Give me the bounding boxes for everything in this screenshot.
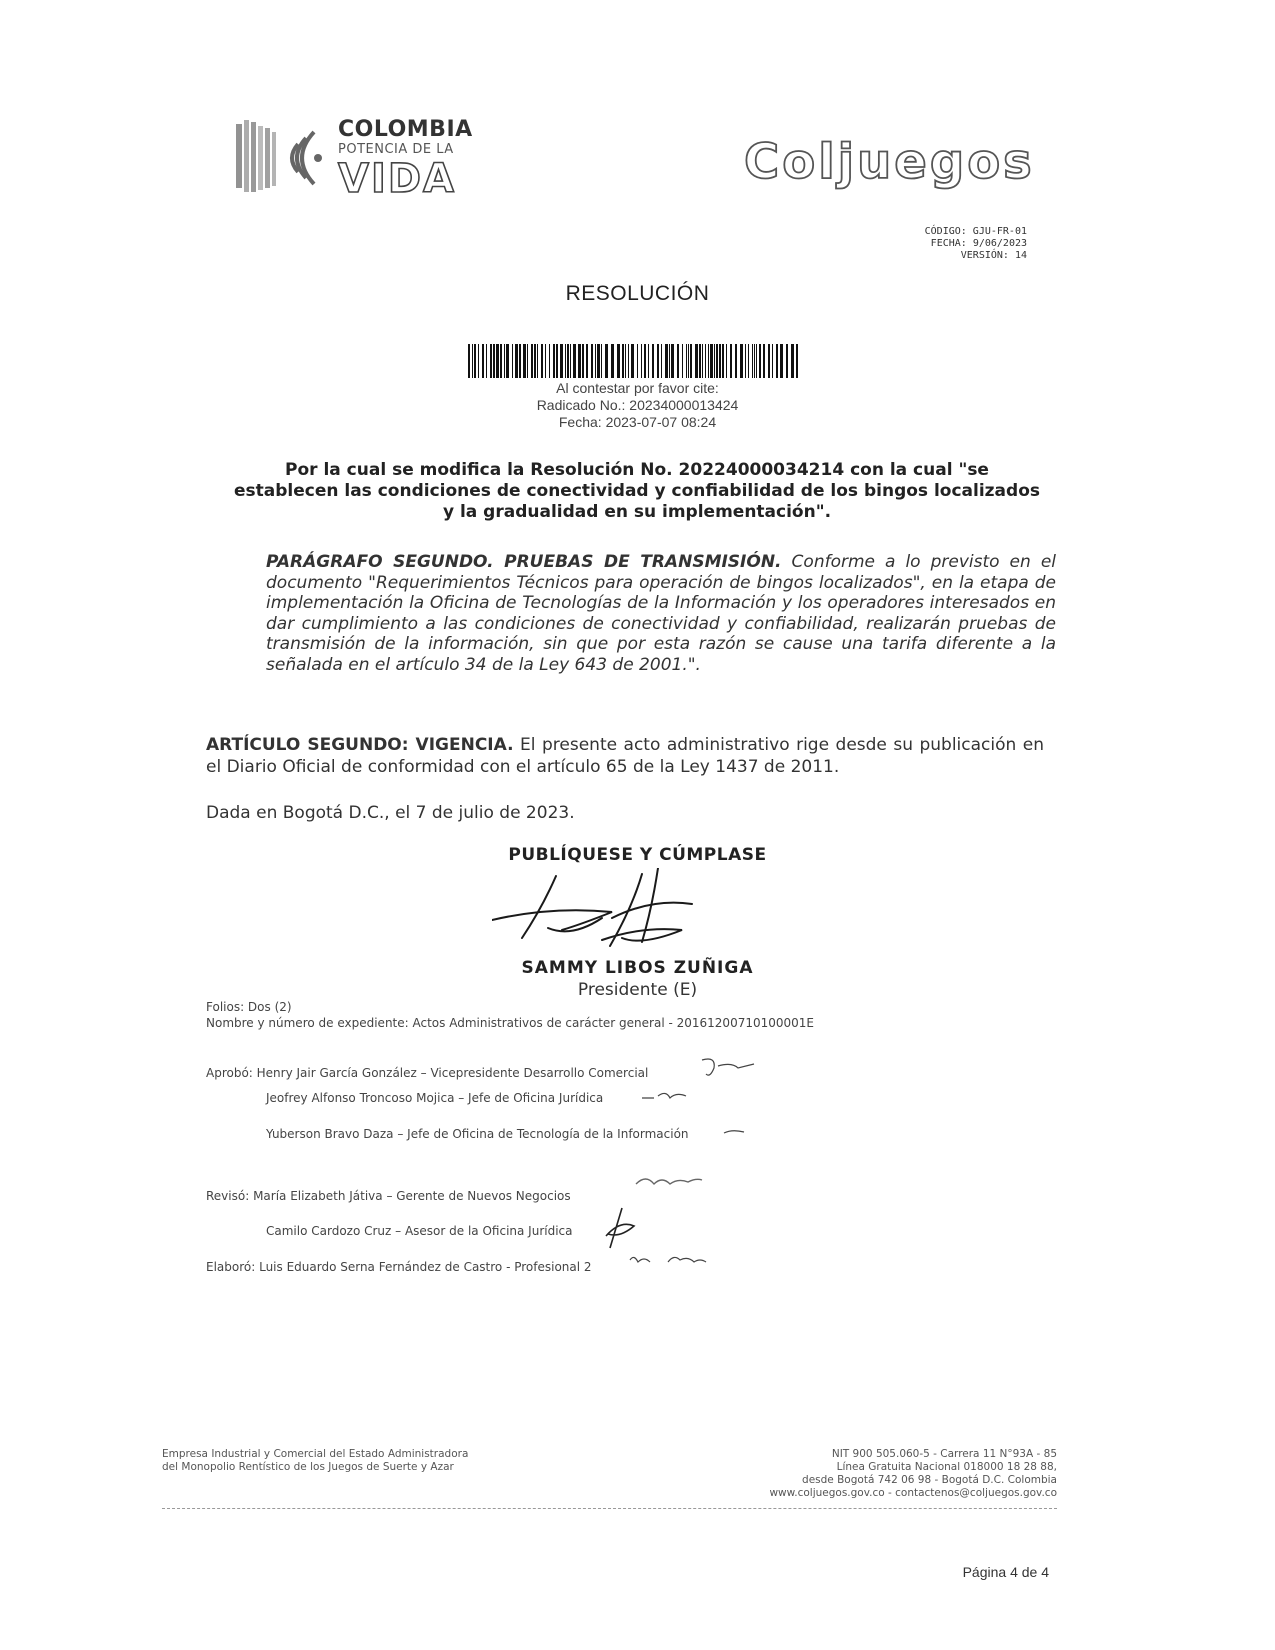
initials-scribble-6 bbox=[628, 1252, 708, 1268]
elaboro-line: Elaboró: Luis Eduardo Serna Fernández de Castro - Profesional 2 bbox=[206, 1260, 592, 1274]
footer-right-line-3: desde Bogotá 742 06 98 - Bogotá D.C. Colombia bbox=[802, 1474, 1057, 1486]
footer-right-line-2: Línea Gratuita Nacional 018000 18 28 88, bbox=[836, 1461, 1057, 1473]
document-title: RESOLUCIÓN bbox=[565, 282, 710, 305]
signer-name: SAMMY LIBOS ZUÑIGA bbox=[521, 958, 754, 978]
radicado-date: Fecha: 2023-07-07 08:24 bbox=[558, 414, 717, 430]
coljuegos-logo: Coljuegos bbox=[744, 134, 1035, 190]
initials-scribble-5 bbox=[602, 1206, 638, 1250]
logo-line-colombia: COLOMBIA bbox=[338, 117, 473, 142]
radicado-number: Radicado No.: 20234000013424 bbox=[536, 397, 739, 413]
page-number: Página 4 de 4 bbox=[962, 1564, 1049, 1580]
aprobo-line-2: Jeofrey Alfonso Troncoso Mojica – Jefe de Oficina Jurídica bbox=[266, 1091, 604, 1105]
initials-scribble-3 bbox=[722, 1123, 746, 1139]
colombia-emblem-icon bbox=[236, 118, 328, 198]
folios-text: Folios: Dos (2) bbox=[206, 1000, 292, 1014]
logo-line-vida: VIDA bbox=[338, 156, 456, 202]
initials-scribble-1 bbox=[698, 1054, 758, 1082]
dada-en-text: Dada en Bogotá D.C., el 7 de julio de 2023. bbox=[206, 803, 575, 823]
resolution-subject: Por la cual se modifica la Resolución No. 20224000034214 con la cual "se establecen las condiciones de conectividad y confiabilidad de los bingos localizados y la gradualidad en su implementación". bbox=[233, 460, 1040, 522]
publiquese-heading: PUBLÍQUESE Y CÚMPLASE bbox=[508, 845, 767, 865]
form-codes bbox=[925, 226, 1027, 262]
aprobo-line-1: Aprobó: Henry Jair García González – Vicepresidente Desarrollo Comercial bbox=[206, 1066, 649, 1080]
initials-scribble-4 bbox=[632, 1172, 706, 1192]
footer-right-line-1: NIT 900 505.060-5 - Carrera 11 N°93A - 85 bbox=[831, 1448, 1057, 1460]
footer-left-line-2: del Monopolio Rentístico de los Juegos de Suerte y Azar bbox=[162, 1461, 454, 1473]
logo-line-potencia: POTENCIA DE LA bbox=[338, 142, 454, 157]
version-text: VERSIÓN: 14 bbox=[960, 250, 1027, 261]
reviso-line-1: Revisó: María Elizabeth Játiva – Gerente de Nuevos Negocios bbox=[206, 1189, 571, 1203]
paragrafo-segundo bbox=[266, 552, 1056, 675]
articulo-heading: ARTÍCULO SEGUNDO: VIGENCIA. bbox=[206, 735, 514, 755]
paragrafo-heading: PARÁGRAFO SEGUNDO. PRUEBAS DE TRANSMISIÓN. bbox=[266, 552, 782, 572]
radicado-cite-text: Al contestar por favor cite: bbox=[556, 380, 719, 396]
barcode bbox=[468, 344, 798, 378]
colombia-potencia-logo bbox=[236, 118, 496, 202]
footer-left-line-1: Empresa Industrial y Comercial del Estado Administradora bbox=[162, 1448, 469, 1460]
radicado-block bbox=[0, 380, 1275, 431]
footer-right bbox=[769, 1448, 1057, 1500]
footer-right-line-4: www.coljuegos.gov.co - contactenos@coljuegos.gov.co bbox=[769, 1487, 1057, 1499]
paragrafo-body: Conforme a lo previsto en el documento "Requerimientos Técnicos para operación de bingos localizados", en la etapa de implementación la Oficina de Tecnologías de la Información y los operadores interesados en dar cumplimiento a las condiciones de conectividad y confiabilidad, realizarán pruebas de transmisión de la información, sin que por esta razón se cause una tarifa diferente a la señalada en el artículo 34 de la Ley 643 de 2001.". bbox=[266, 552, 1056, 675]
footer-divider bbox=[162, 1508, 1057, 1510]
signer-role: Presidente (E) bbox=[577, 980, 698, 1000]
aprobo-line-3: Yuberson Bravo Daza – Jefe de Oficina de Tecnología de la Información bbox=[266, 1127, 689, 1141]
articulo-body: El presente acto administrativo rige desde su publicación en el Diario Oficial de conformidad con el artículo 65 de la Ley 1437 de 2011. bbox=[206, 735, 1044, 777]
codigo-text: CÓDIGO: GJU-FR-01 bbox=[924, 226, 1027, 237]
expediente-text: Nombre y número de expediente: Actos Administrativos de carácter general - 20161200710100001E bbox=[206, 1016, 814, 1030]
signature-graphic bbox=[492, 868, 752, 968]
reviso-line-2: Camilo Cardozo Cruz – Asesor de la Oficina Jurídica bbox=[266, 1224, 573, 1238]
footer-left bbox=[162, 1448, 468, 1474]
fecha-formato-text: FECHA: 9/06/2023 bbox=[930, 238, 1027, 249]
articulo-segundo bbox=[206, 734, 1044, 778]
initials-scribble-2 bbox=[640, 1086, 692, 1106]
